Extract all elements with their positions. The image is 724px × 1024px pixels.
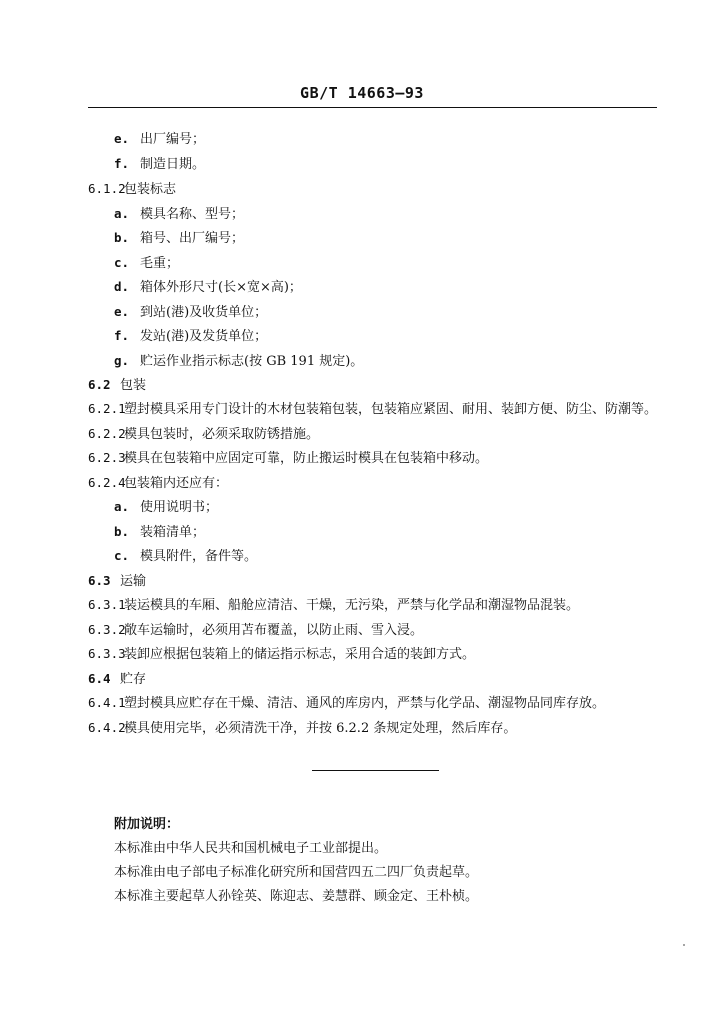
clause bbox=[88, 400, 657, 419]
clause-number: 6.2.1 bbox=[88, 401, 126, 416]
item-number: b. bbox=[114, 230, 130, 245]
item-number: e. bbox=[114, 304, 130, 319]
section-number: 6.2 bbox=[88, 377, 111, 392]
clause-number: 6.2.4 bbox=[88, 475, 126, 490]
clause bbox=[88, 596, 579, 615]
item-number: c. bbox=[114, 255, 130, 270]
clause bbox=[88, 694, 605, 713]
list-item bbox=[114, 352, 363, 371]
list-item bbox=[114, 205, 244, 224]
item-number: c. bbox=[114, 548, 130, 563]
item-text: 模具附件，备件等。 bbox=[140, 549, 258, 564]
list-item bbox=[114, 155, 205, 174]
clause-number: 6.2.2 bbox=[88, 426, 126, 441]
scan-speck bbox=[683, 944, 685, 946]
item-number: a. bbox=[114, 499, 130, 514]
item-text: 毛重； bbox=[140, 256, 180, 271]
clause bbox=[88, 449, 488, 468]
item-text: 到站(港)及收货单位； bbox=[140, 305, 268, 320]
list-item bbox=[114, 547, 257, 566]
clause-text: 塑封模具应贮存在干燥、清洁、通风的库房内，严禁与化学品、潮湿物品同库存放。 bbox=[124, 696, 606, 711]
item-number: d. bbox=[114, 279, 130, 294]
clause-text: 装卸应根据包装箱上的储运指示标志，采用合适的装卸方式。 bbox=[124, 647, 476, 662]
note-line: 本标准由电子部电子标准化研究所和国营四五二四厂负责起草。 bbox=[114, 865, 479, 880]
item-text: 箱体外形尺寸(长×宽×高)； bbox=[140, 280, 302, 295]
notes-title: 附加说明： bbox=[114, 817, 180, 832]
note-line: 本标准主要起草人孙铨英、陈迎志、姜慧群、顾金定、王朴桢。 bbox=[114, 889, 479, 904]
clause-text: 包装箱内还应有： bbox=[124, 476, 229, 491]
section-title: 包装标志 bbox=[124, 182, 177, 197]
item-text: 使用说明书； bbox=[140, 500, 219, 515]
clause-number: 6.4.1 bbox=[88, 695, 126, 710]
clause-text: 模具在包装箱中应固定可靠，防止搬运时模具在包装箱中移动。 bbox=[124, 451, 489, 466]
standard-code-header: GB/T 14663—93 bbox=[300, 84, 424, 102]
item-number: f. bbox=[114, 328, 130, 343]
clause bbox=[88, 621, 423, 640]
list-item bbox=[114, 523, 205, 542]
item-number: g. bbox=[114, 353, 130, 368]
clause-text: 塑封模具采用专门设计的木材包装箱包装，包装箱应紧固、耐用、装卸方便、防尘、防潮等。 bbox=[124, 402, 658, 417]
list-item bbox=[114, 278, 302, 297]
clause bbox=[88, 645, 475, 664]
section-heading bbox=[88, 572, 146, 591]
item-text: 出厂编号； bbox=[140, 132, 206, 147]
section-heading bbox=[88, 180, 176, 199]
list-item bbox=[114, 303, 267, 322]
list-item bbox=[114, 254, 179, 273]
clause-number: 6.3.1 bbox=[88, 597, 126, 612]
clause-text: 模具包装时，必须采取防锈措施。 bbox=[124, 427, 320, 442]
clause-number: 6.3.3 bbox=[88, 646, 126, 661]
section-heading bbox=[88, 376, 146, 395]
end-divider bbox=[312, 770, 439, 771]
clause-number: 6.4.2 bbox=[88, 720, 126, 735]
section-heading bbox=[88, 670, 146, 689]
item-number: a. bbox=[114, 206, 130, 221]
clause bbox=[88, 425, 319, 444]
item-number: f. bbox=[114, 156, 130, 171]
item-text: 发站(港)及发货单位； bbox=[140, 329, 268, 344]
item-text: 箱号、出厂编号； bbox=[140, 231, 245, 246]
list-item bbox=[114, 130, 205, 149]
item-text: 模具名称、型号； bbox=[140, 207, 245, 222]
list-item bbox=[114, 229, 244, 248]
section-title: 运输 bbox=[120, 574, 147, 589]
clause-text: 装运模具的车厢、船舱应清洁、干燥，无污染，严禁与化学品和潮湿物品混装。 bbox=[124, 598, 580, 613]
section-number: 6.4 bbox=[88, 671, 111, 686]
item-text: 贮运作业指示标志(按 GB 191 规定)。 bbox=[140, 354, 364, 369]
section-number: 6.3 bbox=[88, 573, 111, 588]
clause bbox=[88, 474, 228, 493]
clause-text: 模具使用完毕，必须清洗干净，并按 6.2.2 条规定处理，然后库存。 bbox=[124, 721, 517, 736]
list-item bbox=[114, 498, 218, 517]
section-title: 贮存 bbox=[120, 672, 147, 687]
clause-number: 6.2.3 bbox=[88, 450, 126, 465]
clause-number: 6.3.2 bbox=[88, 622, 126, 637]
section-title: 包装 bbox=[120, 378, 147, 393]
item-number: e. bbox=[114, 131, 130, 146]
list-item bbox=[114, 327, 267, 346]
item-text: 装箱清单； bbox=[140, 525, 206, 540]
item-number: b. bbox=[114, 524, 130, 539]
clause bbox=[88, 719, 516, 738]
note-line: 本标准由中华人民共和国机械电子工业部提出。 bbox=[114, 841, 388, 856]
clause-text: 敞车运输时，必须用苫布覆盖，以防止雨、雪入浸。 bbox=[124, 623, 424, 638]
item-text: 制造日期。 bbox=[140, 157, 206, 172]
section-number: 6.1.2 bbox=[88, 181, 126, 196]
